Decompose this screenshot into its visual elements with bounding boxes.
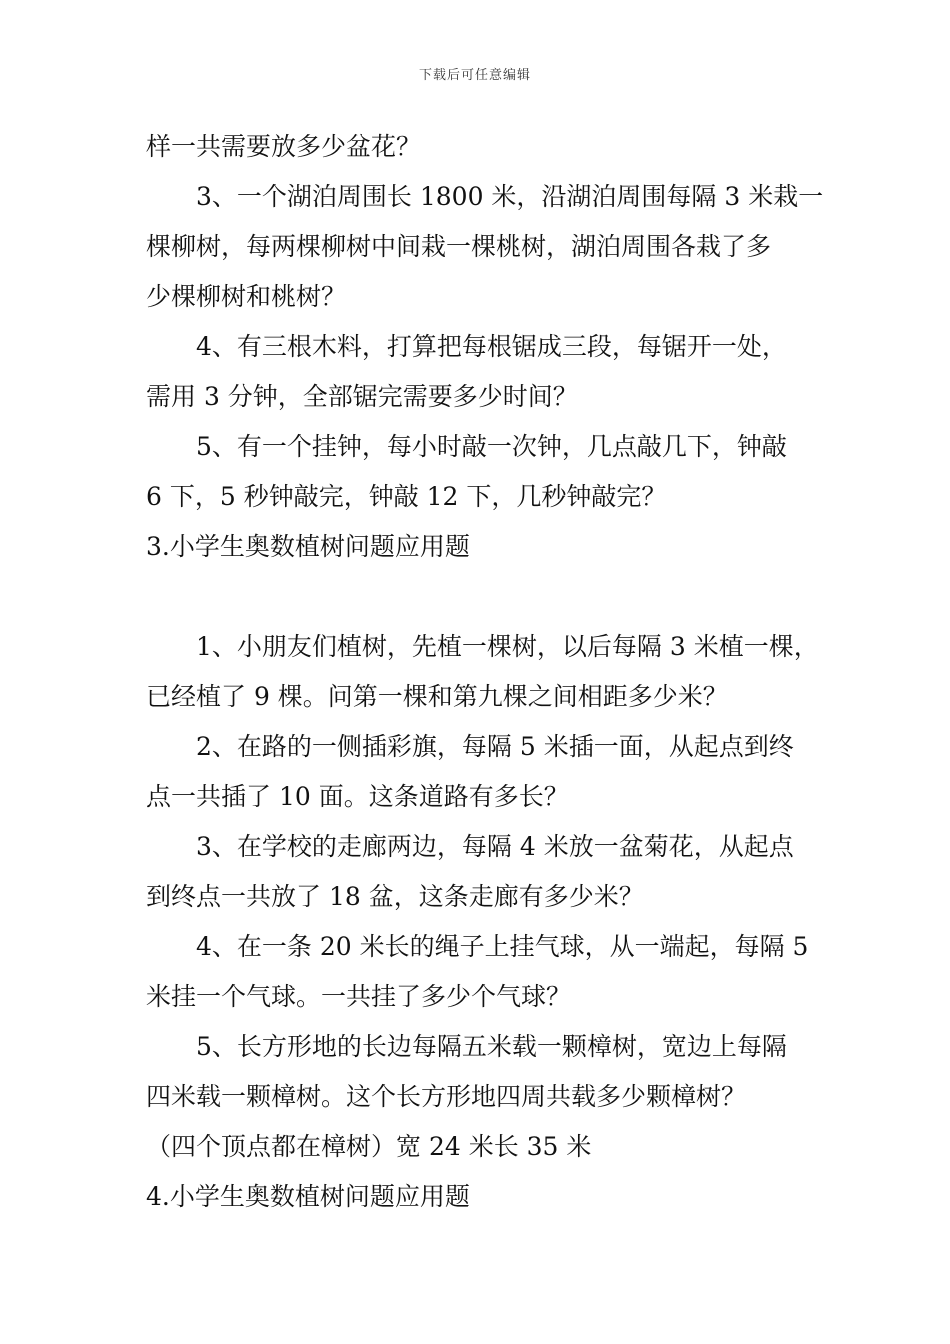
text-line: 点一共插了 10 面。这条道路有多长？: [146, 782, 569, 811]
section-heading: 3.小学生奥数植树问题应用题: [146, 532, 470, 561]
question-1-line: 1、小朋友们植树，先植一棵树，以后每隔 3 米植一棵，: [196, 632, 819, 661]
question-4-line: 4、在一条 20 米长的绳子上挂气球，从一端起，每隔 5: [196, 932, 809, 961]
text-line: 棵柳树，每两棵柳树中间栽一棵桃树，湖泊周围各栽了多: [146, 232, 772, 261]
text-line: 米挂一个气球。一共挂了多少个气球？: [146, 982, 572, 1011]
question-2-line: 2、在路的一侧插彩旗，每隔 5 米插一面，从起点到终: [196, 732, 794, 761]
text-line: 已经植了 9 棵。问第一棵和第九棵之间相距多少米？: [146, 682, 728, 711]
page-header: 下载后可任意编辑: [418, 68, 531, 83]
text-line: （四个顶点都在樟树）宽 24 米长 35 米: [146, 1132, 592, 1161]
blank-line: [146, 572, 816, 622]
text-line: 需用 3 分钟，全部锯完需要多少时间？: [146, 382, 578, 411]
text-line: 到终点一共放了 18 盆，这条走廊有多少米？: [146, 882, 644, 911]
section-heading: 4.小学生奥数植树问题应用题: [146, 1182, 470, 1211]
text-line: 样一共需要放多少盆花？: [146, 132, 422, 161]
question-4-line: 4、有三根木料，打算把每根锯成三段，每锯开一处，: [196, 332, 787, 361]
document-body: [146, 122, 824, 1222]
text-line: 少棵柳树和桃树？: [146, 282, 347, 311]
question-5-line: 5、有一个挂钟，每小时敲一次钟，几点敲几下，钟敲: [196, 432, 787, 461]
question-5-line: 5、长方形地的长边每隔五米载一颗樟树，宽边上每隔: [196, 1032, 787, 1061]
question-3-line: 3、在学校的走廊两边，每隔 4 米放一盆菊花，从起点: [196, 832, 794, 861]
question-3-line: 3、一个湖泊周围长 1800 米，沿湖泊周围每隔 3 米栽一: [196, 182, 824, 211]
text-line: 6 下，5 秒钟敲完，钟敲 12 下，几秒钟敲完？: [146, 482, 667, 511]
text-line: 四米载一颗樟树。这个长方形地四周共载多少颗樟树？: [146, 1082, 747, 1111]
